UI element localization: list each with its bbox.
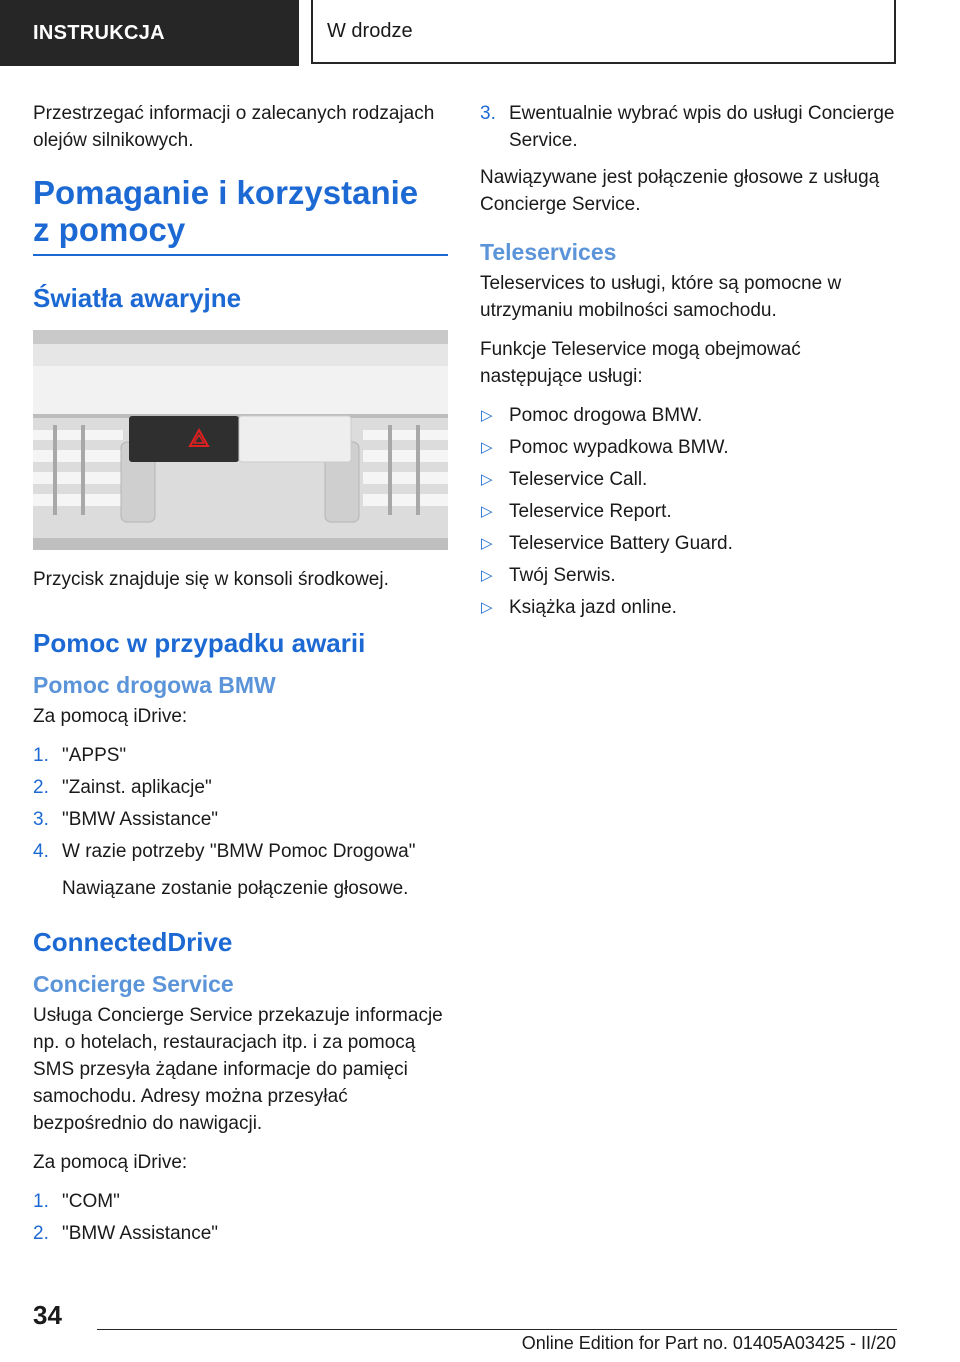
triangle-bullet-icon: ▷ [481,535,493,552]
edition-note: Online Edition for Part no. 01405A03425 - II/20 [521,1333,896,1353]
roadside-result: Nawiązane zostanie połączenie głosowe. [62,878,409,899]
hazard-caption: Przycisk znajduje się w konsoli środkowej. [33,569,389,590]
concierge-heading: Concierge Service [33,971,234,997]
triangle-bullet-icon: ▷ [481,599,493,616]
list-item: ▷ Książka jazd online. [480,594,900,621]
hazard-button-photo [33,330,448,550]
section-title: INSTRUKCJA [33,21,165,44]
chapter-title: W drodze [327,19,413,42]
chapter-heading: Pomaganie i korzystanie z pomocy [33,174,448,256]
connected-heading: ConnectedDrive [33,927,233,957]
concierge-result: Nawiązywane jest połączenie głosowe z usługą Concierge Service. [480,167,880,215]
list-item: ▷ Teleservice Call. [480,466,900,493]
breakdown-heading: Pomoc w przypadku awarii [33,628,366,658]
concierge-steps-continued [480,100,900,154]
triangle-bullet-icon: ▷ [481,439,493,456]
concierge-text: Usługa Concierge Service przekazuje informacje np. o hotelach, restauracjach itp. i za pomocą SMS przesyła żądane informacje do pamięci samochodu. Adresy można przesyłać bezpośrednio do nawigacji. [33,1005,443,1134]
concierge-intro: Za pomocą iDrive: [33,1152,188,1173]
triangle-bullet-icon: ▷ [481,471,493,488]
triangle-bullet-icon: ▷ [481,407,493,424]
roadside-steps [33,742,448,865]
teleservices-intro: Funkcje Teleservice mogą obejmować następujące usługi: [480,339,801,387]
chapter-tab [311,0,896,64]
teleservices-heading: Teleservices [480,239,617,265]
list-item: 3. "BMW Assistance" [33,809,219,830]
list-item: 1. "COM" [33,1191,120,1212]
list-item: 1. "APPS" [33,745,127,766]
list-item: 3. Ewentualnie wybrać wpis do usługi Concierge Service. [480,103,895,151]
list-item: ▷ Pomoc drogowa BMW. [480,402,900,429]
teleservices-list [480,402,900,621]
concierge-steps [33,1188,448,1247]
list-item: 2. "Zainst. aplikacje" [33,777,212,798]
section-tab [0,0,299,66]
page-number: 34 [33,1300,62,1330]
list-item: ▷ Teleservice Report. [480,498,900,525]
list-item: 4. W razie potrzeby "BMW Pomoc Drogowa" [33,841,416,862]
list-item: ▷ Pomoc wypadkowa BMW. [480,434,900,461]
roadside-heading: Pomoc drogowa BMW [33,672,276,698]
right-column [480,100,900,631]
roadside-intro: Za pomocą iDrive: [33,706,188,727]
left-column [33,100,448,1257]
list-item: ▷ Teleservice Battery Guard. [480,530,900,557]
hazard-heading: Światła awaryjne [33,283,242,313]
triangle-bullet-icon: ▷ [481,567,493,584]
teleservices-text: Teleservices to usługi, które są pomocne w utrzymaniu mobilności samochodu. [480,273,842,321]
list-item: 2. "BMW Assistance" [33,1223,219,1244]
triangle-bullet-icon: ▷ [481,503,493,520]
list-item: ▷ Twój Serwis. [480,562,900,589]
intro-paragraph: Przestrzegać informacji o zalecanych rodzajach olejów silnikowych. [33,103,435,151]
footer-divider [97,1329,897,1330]
